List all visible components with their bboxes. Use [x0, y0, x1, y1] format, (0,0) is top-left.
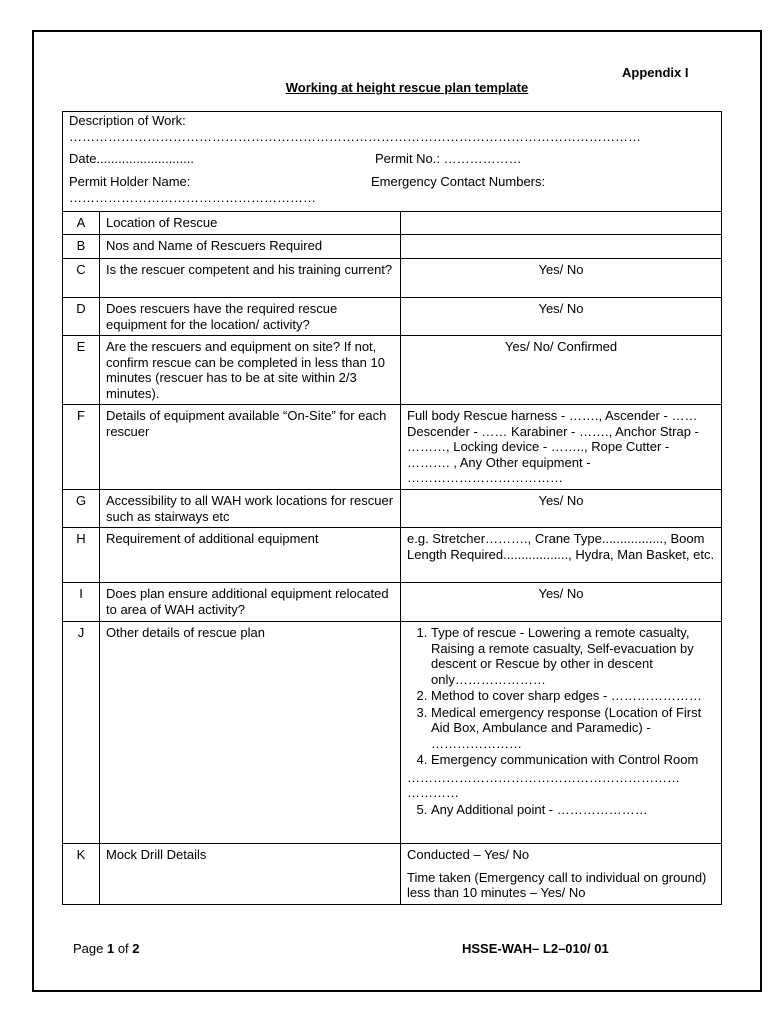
table-row	[63, 212, 722, 235]
document-code: HSSE-WAH– L2–010/ 01	[462, 941, 609, 956]
document-title	[0, 80, 768, 95]
row-question: Requirement of additional equipment	[100, 528, 401, 583]
list-item	[407, 752, 715, 801]
document-title-text: Working at height rescue plan template	[285, 80, 529, 95]
permit-holder-dots: …………………………………………………	[69, 190, 316, 205]
page-current: 1	[106, 941, 115, 956]
row-letter: D	[63, 298, 100, 336]
table-row	[63, 336, 722, 405]
table-row	[63, 259, 722, 298]
row-letter: B	[63, 235, 100, 259]
row-answer: Yes/ No	[401, 490, 722, 528]
row-question: Is the rescuer competent and his training current?	[100, 259, 401, 298]
row-question: Accessibility to all WAH work locations for rescuer such as stairways etc	[100, 490, 401, 528]
row-answer: e.g. Stretcher………., Crane Type................., Boom Length Required.................., Hydra, Man Basket, etc.	[401, 528, 722, 583]
row-letter: I	[63, 583, 100, 622]
row-question: Location of Rescue	[100, 212, 401, 235]
table-row	[63, 490, 722, 528]
row-question: Does rescuers have the required rescue equipment for the location/ activity?	[100, 298, 401, 336]
permit-holder-label: Permit Holder Name:	[69, 174, 191, 189]
page-prefix: Page	[73, 941, 107, 956]
list-item-dots: ……………………………………………………… …………	[407, 769, 680, 800]
row-letter: K	[63, 844, 100, 905]
row-answer: Yes/ No	[401, 259, 722, 298]
emergency-contact-label: Emergency Contact Numbers:	[371, 174, 546, 189]
page-of: of	[114, 941, 133, 956]
row-answer	[401, 844, 722, 905]
row-letter: F	[63, 405, 100, 490]
page-number	[73, 941, 140, 956]
date-field: Date...........................	[69, 151, 194, 166]
table-row	[63, 844, 722, 905]
list-item-text: Emergency communication with Control Room	[431, 752, 699, 767]
work-info-box	[62, 111, 722, 212]
page-total: 2	[132, 941, 140, 956]
permit-no-field: Permit No.: ………………	[375, 151, 522, 166]
row-answer	[401, 235, 722, 259]
row-letter: H	[63, 528, 100, 583]
row-answer: Yes/ No	[401, 298, 722, 336]
row-letter: C	[63, 259, 100, 298]
row-answer: Full body Rescue harness - ……., Ascender - …… Descender - …… Karabiner - ……., Anchor Strap - ………, Locking device - …….., Rope Cutter - ………. , Any Other equipment - ………………………………	[401, 405, 722, 490]
row-letter: G	[63, 490, 100, 528]
table-row	[63, 298, 722, 336]
list-item: 5. Any Additional point - …………………	[431, 802, 715, 818]
row-letter: J	[63, 622, 100, 844]
table-row	[63, 622, 722, 844]
row-question: Are the rescuers and equipment on site? If not, confirm rescue can be completed in less than 10 minutes (rescuer has to be at site within 2/3 minutes).	[100, 336, 401, 405]
row-answer	[401, 212, 722, 235]
table-row	[63, 528, 722, 583]
row-answer: Yes/ No/ Confirmed	[401, 336, 722, 405]
table-row	[63, 405, 722, 490]
table-row	[63, 583, 722, 622]
row-answer: Yes/ No	[401, 583, 722, 622]
list-item: 1. Type of rescue - Lowering a remote casualty, Raising a remote casualty, Self-evacuation by descent or Rescue by other in descent only…………………	[431, 625, 715, 687]
row-question: Mock Drill Details	[100, 844, 401, 905]
description-dots: ……………………………………………………………………………………………………………………	[69, 129, 641, 144]
rescue-plan-list	[407, 625, 715, 817]
mock-drill-conducted: Conducted – Yes/ No	[407, 847, 530, 862]
description-label: Description of Work:	[69, 113, 186, 128]
row-question: Details of equipment available “On-Site” for each rescuer	[100, 405, 401, 490]
appendix-label: Appendix I	[622, 65, 689, 80]
row-letter: E	[63, 336, 100, 405]
mock-drill-time: Time taken (Emergency call to individual on ground) less than 10 minutes – Yes/ No	[407, 869, 707, 900]
row-question: Other details of rescue plan	[100, 622, 401, 844]
list-item: 3. Medical emergency response (Location of First Aid Box, Ambulance and Paramedic) - …………………	[431, 705, 715, 752]
rescue-plan-table	[62, 211, 722, 905]
row-answer	[401, 622, 722, 844]
row-letter: A	[63, 212, 100, 235]
row-question: Does plan ensure additional equipment relocated to area of WAH activity?	[100, 583, 401, 622]
row-question: Nos and Name of Rescuers Required	[100, 235, 401, 259]
list-item: 2. Method to cover sharp edges - …………………	[431, 688, 715, 704]
table-row	[63, 235, 722, 259]
